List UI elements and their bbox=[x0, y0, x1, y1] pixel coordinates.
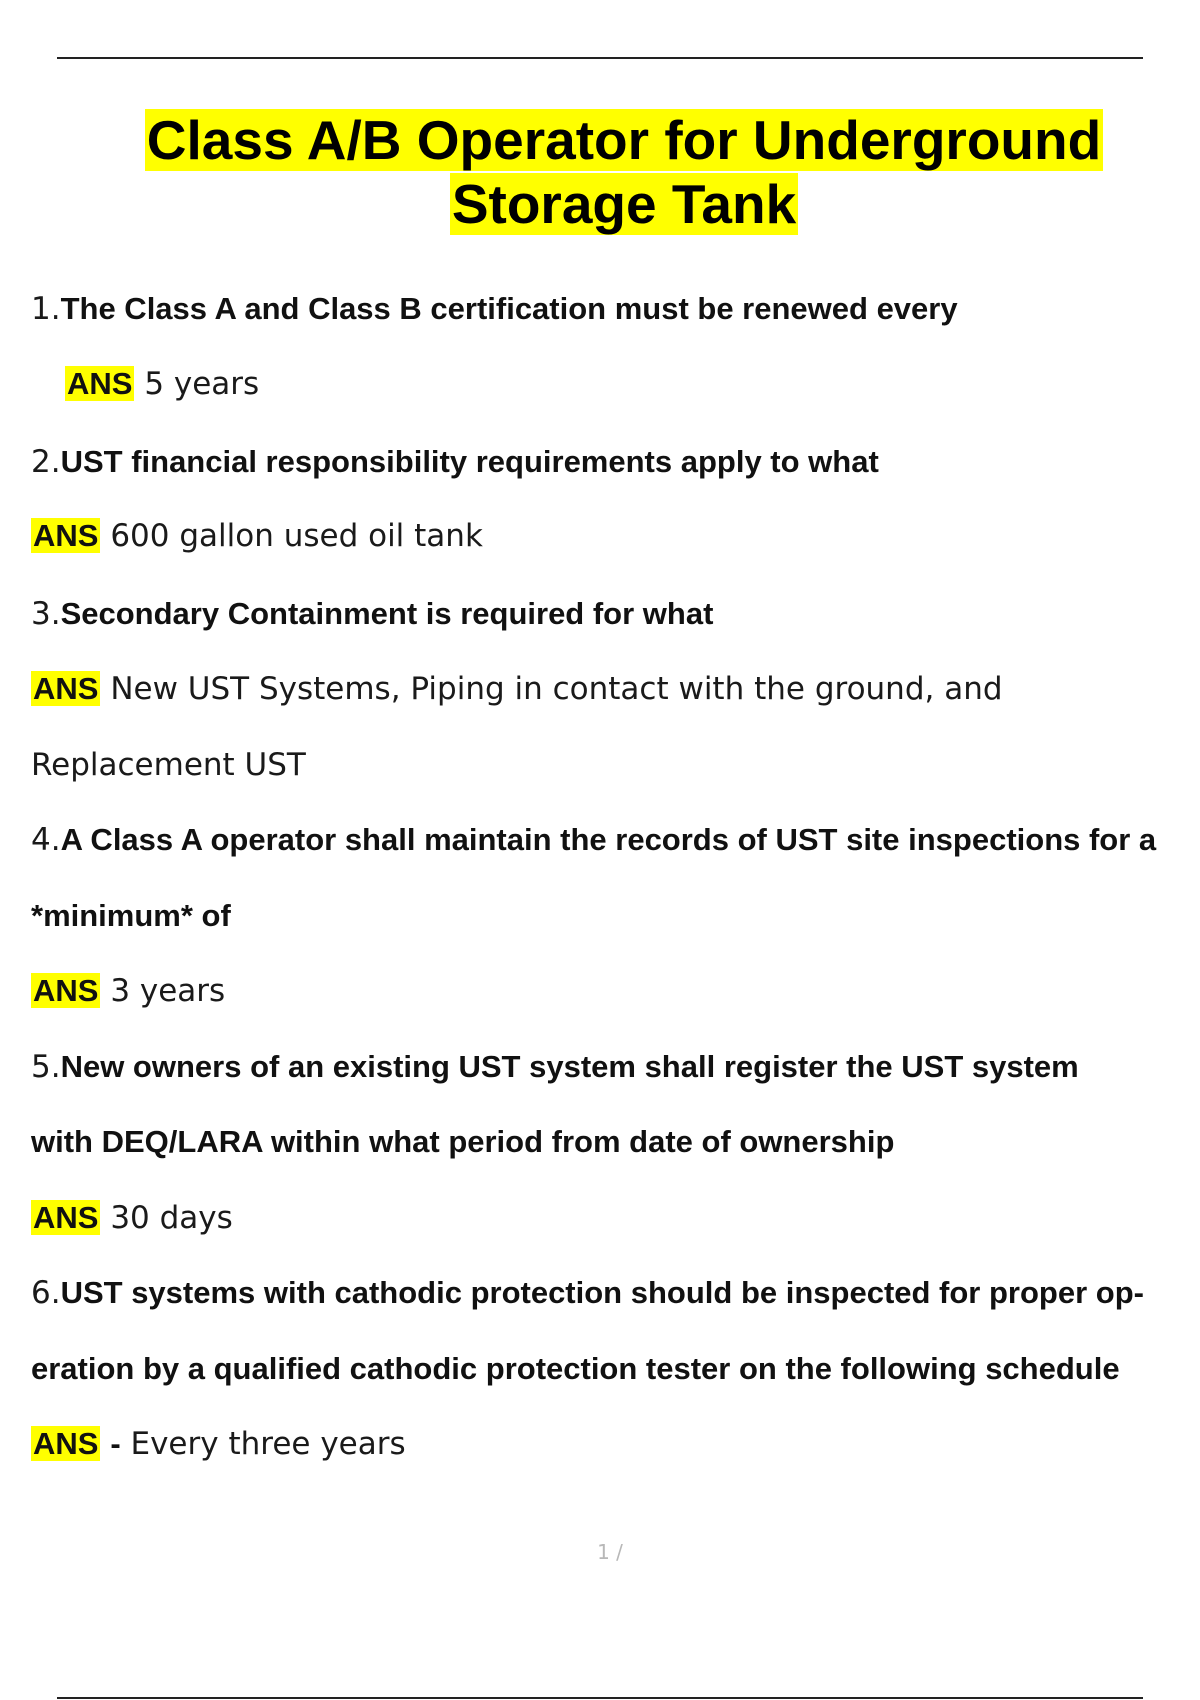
ans-label: ANS bbox=[33, 973, 99, 1008]
answer-text: 5 years bbox=[144, 366, 260, 402]
question-5 bbox=[31, 1047, 1079, 1087]
question-number: 5. bbox=[31, 1049, 61, 1085]
answer-2 bbox=[31, 516, 483, 556]
title-line-2: Storage Tank bbox=[451, 173, 797, 235]
question-4-continued bbox=[31, 896, 231, 936]
question-text: New owners of an existing UST system shall register the UST system bbox=[60, 1049, 1079, 1084]
ans-label: ANS bbox=[33, 518, 99, 553]
document-title bbox=[0, 108, 1200, 236]
ans-label: ANS bbox=[67, 366, 133, 401]
answer-dash: - bbox=[110, 1426, 121, 1461]
question-4 bbox=[31, 820, 1156, 860]
question-1 bbox=[31, 289, 958, 329]
question-number: 4. bbox=[31, 822, 61, 858]
answer-text: 600 gallon used oil tank bbox=[110, 518, 483, 554]
bottom-rule bbox=[57, 1697, 1143, 1699]
question-text: UST systems with cathodic protection should be inspected for proper op- bbox=[60, 1275, 1144, 1310]
question-text: The Class A and Class B certification must be renewed every bbox=[60, 291, 958, 326]
ans-label: ANS bbox=[33, 1426, 99, 1461]
question-3 bbox=[31, 594, 713, 634]
answer-1 bbox=[65, 364, 259, 404]
question-text: UST financial responsibility requirements apply to what bbox=[60, 444, 879, 479]
title-line-1: Class A/B Operator for Underground bbox=[146, 109, 1102, 171]
question-6 bbox=[31, 1273, 1144, 1313]
question-text: Secondary Containment is required for what bbox=[60, 596, 714, 631]
ans-label: ANS bbox=[33, 671, 99, 706]
answer-4 bbox=[31, 971, 225, 1011]
answer-6 bbox=[31, 1424, 406, 1464]
question-text: A Class A operator shall maintain the records of UST site inspections for a bbox=[60, 822, 1157, 857]
question-2 bbox=[31, 442, 879, 482]
answer-text: Replacement UST bbox=[31, 747, 306, 783]
question-text: eration by a qualified cathodic protection tester on the following schedule bbox=[31, 1351, 1120, 1386]
answer-5 bbox=[31, 1198, 233, 1238]
answer-text: 30 days bbox=[110, 1200, 233, 1236]
question-number: 6. bbox=[31, 1275, 61, 1311]
answer-text: New UST Systems, Piping in contact with the ground, and bbox=[110, 671, 1003, 707]
answer-text: Every three years bbox=[130, 1426, 406, 1462]
question-number: 2. bbox=[31, 444, 61, 480]
question-6-continued bbox=[31, 1349, 1120, 1389]
question-number: 3. bbox=[31, 596, 61, 632]
answer-text: 3 years bbox=[110, 973, 226, 1009]
question-text: with DEQ/LARA within what period from date of ownership bbox=[31, 1124, 895, 1159]
question-text: *minimum* of bbox=[31, 898, 231, 933]
top-rule bbox=[57, 57, 1143, 59]
question-5-continued bbox=[31, 1122, 894, 1162]
answer-3 bbox=[31, 669, 1003, 709]
page-number: 1 / bbox=[597, 1540, 623, 1564]
question-number: 1. bbox=[31, 291, 61, 327]
answer-3-continued bbox=[31, 745, 306, 785]
ans-label: ANS bbox=[33, 1200, 99, 1235]
